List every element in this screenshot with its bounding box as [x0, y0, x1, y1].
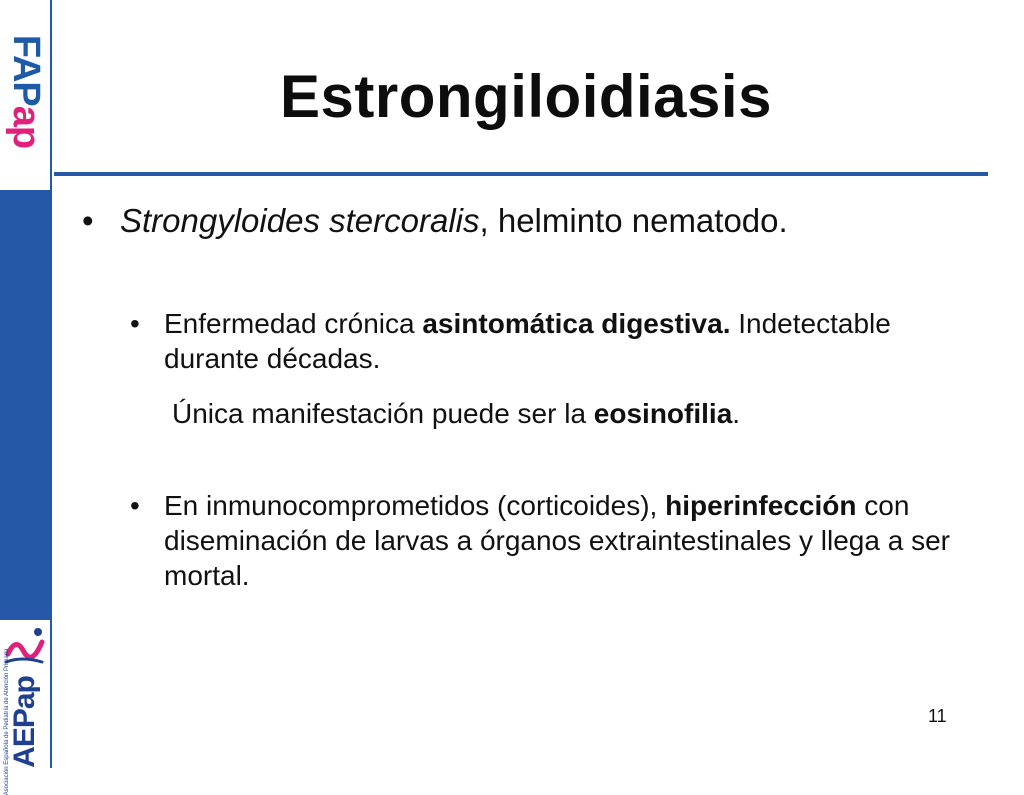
sub1-bold: asintomática digestiva.: [422, 308, 731, 339]
sub1-text-a: Enfermedad crónica: [164, 308, 423, 339]
bullet-dot: •: [82, 202, 94, 239]
continuation-line: [172, 396, 740, 431]
bullet-dot: •: [130, 490, 140, 521]
bullet-dot: •: [130, 308, 140, 339]
sub-bullet-1-text: [164, 306, 964, 376]
sub1-text-b: Indetectable durante décadas.: [164, 308, 891, 374]
slide-title: Estrongiloidiasis: [280, 63, 772, 130]
cont-text-a: Única manifestación puede ser la: [172, 398, 594, 429]
cont-bold: eosinofilia: [593, 398, 733, 429]
title-divider: [54, 172, 988, 176]
cont-text-b: .: [732, 398, 741, 429]
sub2-bold: hiperinfección: [665, 490, 857, 521]
sub-bullet-2-text: [164, 488, 964, 593]
aepap-wordmark: AEPap: [8, 676, 41, 768]
sub2-text-a: En inmunocomprometidos (corticoides),: [164, 490, 666, 521]
sidebar: [0, 0, 52, 795]
sidebar-blue-band: [0, 190, 50, 620]
aepap-logo: [2, 626, 48, 795]
fapap-logo-part2: ap: [5, 105, 48, 148]
fapap-logo-part1: FAP: [5, 34, 48, 106]
page-number: 11: [928, 706, 947, 726]
sub2-text-b: con diseminación de larvas a órganos extraintestinales y llega a ser mortal.: [164, 490, 950, 591]
main-bullet-rest: , helminto nematodo.: [479, 202, 788, 239]
fapap-logo: [4, 26, 48, 156]
main-bullet-text: [120, 202, 788, 240]
aepap-subtitle: Asociación Española de Pediatría de Atención Primaria: [4, 648, 10, 795]
species-name: Strongyloides stercoralis: [120, 202, 480, 239]
